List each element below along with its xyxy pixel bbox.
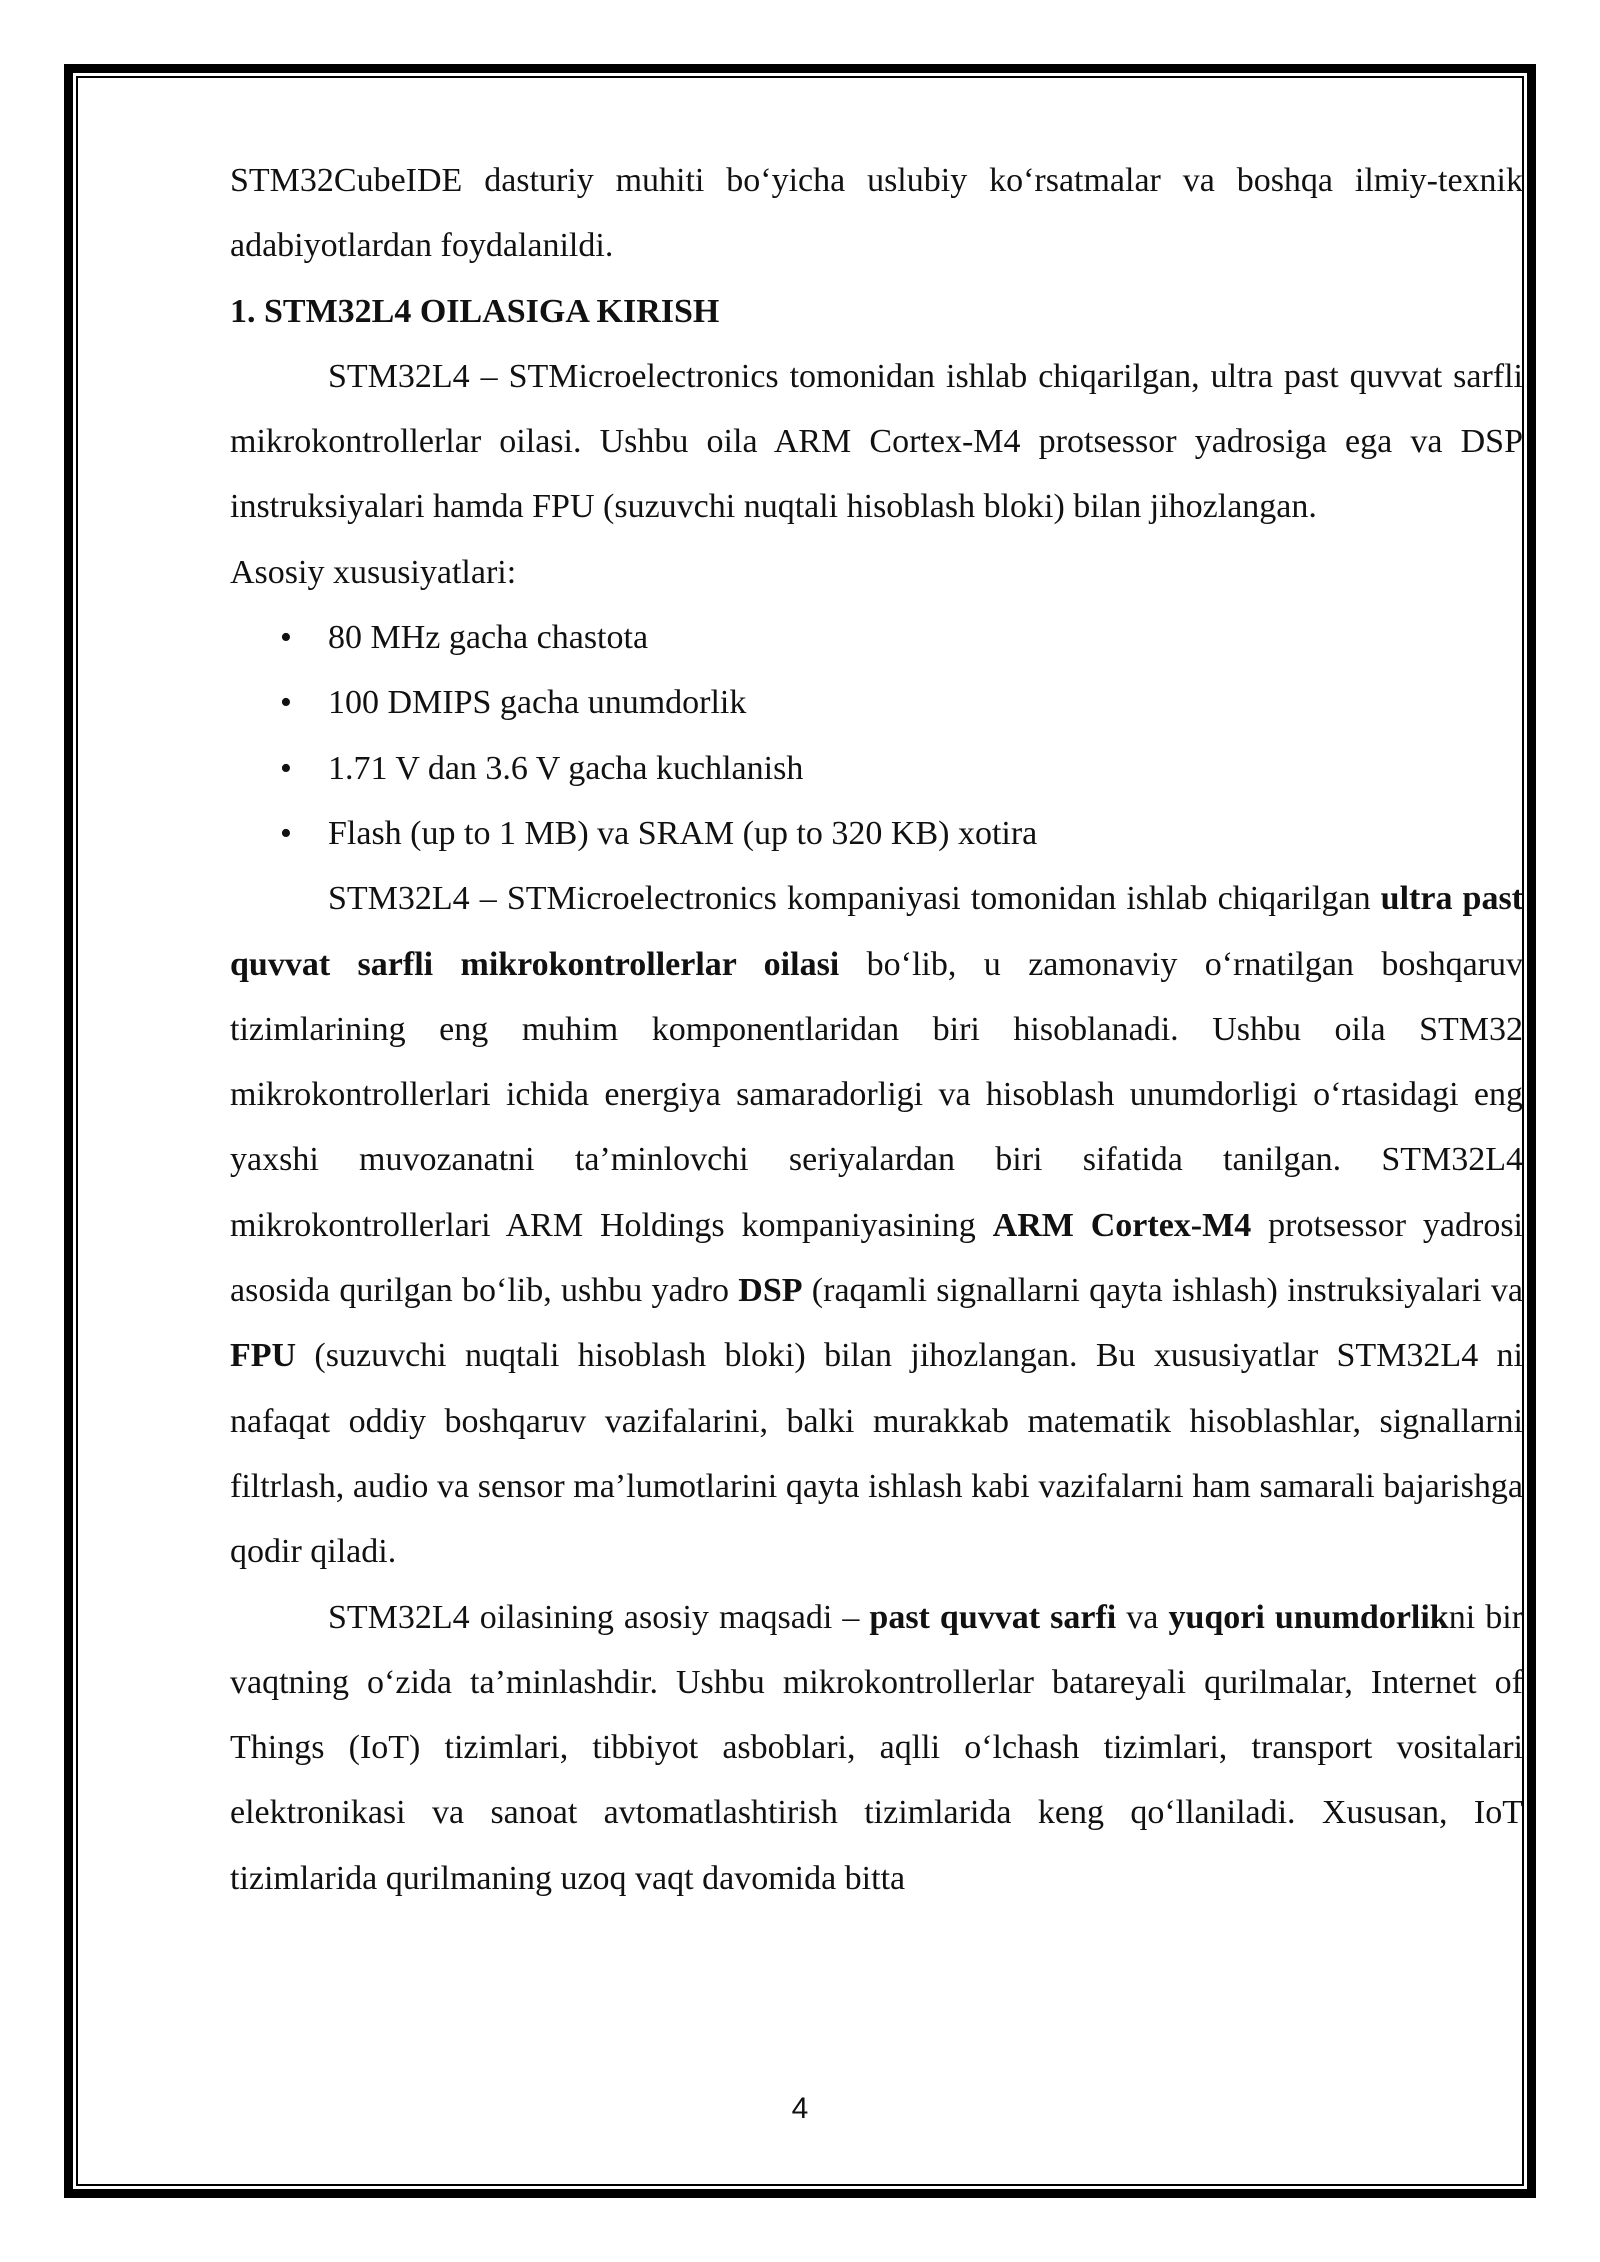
bullet-icon: • [280, 684, 292, 722]
bold-phrase: ARM Cortex-M4 [992, 1206, 1252, 1244]
document-body [230, 148, 1523, 1911]
list-item: • 80 MHz gacha chastota [230, 605, 1523, 670]
bullet-icon: • [280, 749, 292, 787]
list-item: • 100 DMIPS gacha unumdorlik [230, 670, 1523, 735]
section-heading: 1. STM32L4 OILASIGA KIRISH [230, 292, 720, 330]
paragraph-1: STM32L4 – STMicroelectronics tomonidan ishlab chiqarilgan, ultra past quvvat sarfli mikrokontrollerlar oilasi. Ushbu oila ARM Cortex-M4 protsessor yadrosiga ega va DSP instruksiyalari hamda FPU (suzuvchi nuqtali hisoblash bloki) bilan jihozlangan. [230, 357, 1523, 526]
bold-phrase: FPU [230, 1337, 297, 1375]
paragraph-2: STM32L4 – STMicroelectronics kompaniyasi tomonidan ishlab chiqarilgan ultra past quvvat sarfli mikrokontrollerlar oilasi bo‘lib, u zamonaviy o‘rnatilgan boshqaruv tizimlarining eng muhim komponentlaridan biri hisoblanadi. Ushbu oila STM32 mikrokontrollerlari ichida energiya samaradorligi va hisoblash unumdorligi o‘rtasidagi eng yaxshi muvozanatni ta’minlovchi seriyalardan biri sifatida tanilgan. STM32L4 mikrokontrollerlari ARM Holdings kompaniyasining ARM Cortex-M4 protsessor yadrosi asosida qurilgan bo‘lib, ushbu yadro DSP (raqamli signallarni qayta ishlash) instruksiyalari va FPU (suzuvchi nuqtali hisoblash bloki) bilan jihozlangan. Bu xususiyatlar STM32L4 ni nafaqat oddiy boshqaruv vazifalarini, balki murakkab matematik hisoblashlar, signallarni filtrlash, audio va sensor ma’lumotlarini qayta ishlash kabi vazifalarni ham samarali bajarishga qodir qiladi. [230, 880, 1524, 1571]
paragraph-3: STM32L4 oilasining asosiy maqsadi – past quvvat sarfi va yuqori unumdorlikni bir vaqtning o‘zida ta’minlashdir. Ushbu mikrokontrollerlar batareyali qurilmalar, Internet of Things (IoT) tizimlari, tibbiyot asboblari, aqlli o‘lchash tizimlari, transport vositalari elektronikasi va sanoat avtomatlashtirish tizimlarida keng qo‘llaniladi. Xususan, IoT tizimlarida qurilmaning uzoq vaqt davomida bitta [230, 1598, 1524, 1897]
paragraph-intro-tail: STM32CubeIDE dasturiy muhiti bo‘yicha uslubiy ko‘rsatmalar va boshqa ilmiy-texnik adabiyotlardan foydalanildi. [230, 162, 1523, 265]
bullet-icon: • [280, 619, 292, 657]
bullet-icon: • [280, 814, 292, 852]
page-number: 4 [791, 2092, 809, 2125]
bold-phrase: DSP [738, 1272, 803, 1310]
list-item: • Flash (up to 1 MB) va SRAM (up to 320 KB) xotira [230, 801, 1523, 866]
list-item: • 1.71 V dan 3.6 V gacha kuchlanish [230, 736, 1523, 801]
bold-phrase: yuqori unumdorlik [1168, 1598, 1449, 1636]
features-label: Asosiy xususiyatlari: [230, 553, 517, 591]
bold-phrase: ultra past quvvat sarfli mikrokontrollerlar oilasi [230, 880, 1523, 983]
features-list [230, 605, 1523, 866]
bold-phrase: past quvvat sarfi [869, 1598, 1117, 1636]
